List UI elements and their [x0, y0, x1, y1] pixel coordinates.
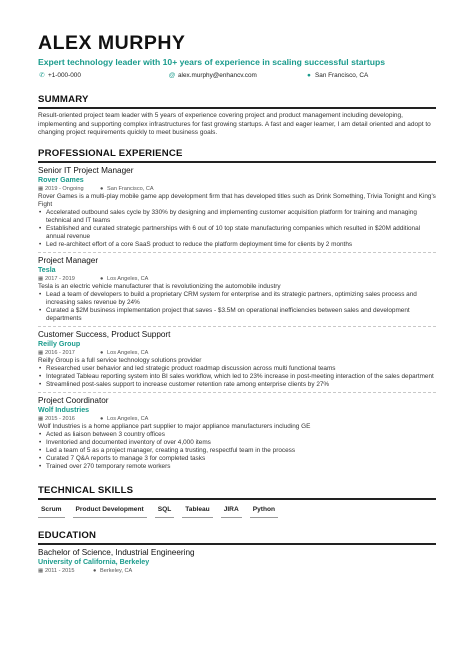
job-divider: [38, 252, 436, 253]
company-name: Tesla: [38, 265, 56, 274]
location-pin-icon: ●: [100, 185, 104, 192]
calendar-icon: ▦: [38, 275, 44, 282]
at-sign-icon: @: [168, 72, 176, 79]
achievement-item: • Researched user behavior and led strategic product roadmap discussion across multi functional teams: [38, 365, 436, 373]
job-meta: [38, 349, 436, 357]
job-dates: 2015 - 2016: [45, 415, 75, 422]
job-entry: [38, 166, 436, 249]
achievement-list: [38, 431, 436, 471]
job-title: Project Manager: [38, 255, 99, 265]
achievement-item: • Curated a $2M business implementation project that saves - $3.5M on operational inefficiencies between sales and development departments: [38, 307, 436, 323]
skills-list: [38, 503, 436, 518]
skill-tag: Tableau: [182, 503, 212, 518]
achievement-list: [38, 365, 436, 389]
section-rule: [38, 498, 436, 500]
education-meta: [38, 567, 436, 575]
job-divider: [38, 392, 436, 393]
school-name: University of California, Berkeley: [38, 557, 150, 566]
job-title: Customer Success, Product Support: [38, 329, 171, 339]
education-section: [38, 530, 436, 575]
contact-email[interactable]: [168, 71, 305, 80]
job-entry: [38, 396, 436, 471]
company-description: Tesla is an electric vehicle manufacturer that is revolutionizing the automobile industry: [38, 282, 281, 290]
summary-text: Result-oriented project team leader with 5 years of experience covering project and product management including developing, implementing and supporting complex infrastructures for fast growing startups. A fast and eager learner, I am detail oriented and adopt to changing project requirements quickly to meet business goals.: [38, 112, 431, 137]
company-name: Reilly Group: [38, 339, 81, 348]
achievement-item: • Inventoried and documented inventory of over 4,000 items: [38, 439, 436, 447]
company-name: Rover Games: [38, 175, 84, 184]
location-pin-icon: ●: [307, 72, 311, 79]
achievement-item: • Curated 7 Q&A reports to manage 3 for completed tasks: [38, 455, 436, 463]
skill-tag: Python: [250, 503, 278, 518]
job-location: Los Angeles, CA: [107, 275, 149, 282]
company-description: Rover Games is a multi-play mobile game app development firm that has developed titles such as Drink Something, Trivia Tonight and King's Fight: [38, 192, 436, 208]
tagline: Expert technology leader with 10+ years of experience in scaling successful startups: [38, 57, 385, 67]
job-entry: [38, 330, 436, 389]
summary-section: [38, 94, 436, 138]
achievement-list: [38, 291, 436, 323]
phone-icon: ✆: [39, 72, 45, 79]
job-dates: 2019 - Ongoing: [45, 185, 84, 192]
contact-location: [305, 71, 368, 80]
contact-info: [38, 71, 436, 80]
achievement-item: • Accelerated outbound sales cycle by 330% by designing and implementing customer acquisition platform for training and managing technical and IT teams: [38, 209, 436, 225]
location-pin-icon: ●: [100, 349, 104, 356]
candidate-name: ALEX MURPHY: [38, 32, 186, 54]
company-description: Wolf Industries is a home appliance part supplier to major appliance manufacturers including GE: [38, 422, 311, 430]
section-rule: [38, 107, 436, 109]
section-title-experience: PROFESSIONAL EXPERIENCE: [38, 147, 183, 159]
skills-section: [38, 485, 436, 518]
achievement-item: • Led re-architect effort of a core SaaS product to reduce the platform deployment time for clients by 2 months: [38, 241, 436, 249]
calendar-icon: ▦: [38, 567, 44, 574]
skill-tag: SQL: [155, 503, 175, 518]
job-entry: [38, 256, 436, 323]
calendar-icon: ▦: [38, 415, 44, 422]
skill-tag: JIRA: [221, 503, 242, 518]
calendar-icon: ▦: [38, 185, 44, 192]
job-meta: [38, 275, 436, 283]
location-pin-icon: ●: [100, 275, 104, 282]
section-title-skills: TECHNICAL SKILLS: [38, 484, 134, 496]
phone-text: +1-000-000: [48, 72, 81, 79]
company-name: Wolf Industries: [38, 405, 90, 414]
degree-title: Bachelor of Science, Industrial Engineering: [38, 547, 195, 557]
job-dates: 2017 - 2019: [45, 275, 75, 282]
job-divider: [38, 326, 436, 327]
skill-tag: Product Development: [73, 503, 147, 518]
job-location: Los Angeles, CA: [107, 415, 149, 422]
location-pin-icon: ●: [100, 415, 104, 422]
job-meta: [38, 415, 436, 423]
education-dates: 2011 - 2015: [45, 567, 75, 574]
section-rule: [38, 161, 436, 163]
job-title: Project Coordinator: [38, 395, 109, 405]
achievement-item: • Trained over 270 temporary remote workers: [38, 463, 436, 471]
calendar-icon: ▦: [38, 349, 44, 356]
section-title-education: EDUCATION: [38, 529, 97, 541]
achievement-list: [38, 209, 436, 249]
job-meta: [38, 185, 436, 193]
achievement-item: • Established and curated strategic partnerships with 6 out of 10 top state manufacturing companies which resulted in $20M additional annual revenue: [38, 225, 436, 241]
location-pin-icon: ●: [93, 567, 97, 574]
achievement-item: • Lead a team of developers to build a proprietary CRM system for enterprise and its strategic partners, optimizing sales process and increasing sales revenue by 24%: [38, 291, 436, 307]
achievement-item: • Integrated Tableau reporting system into BI sales workflow, which led to 23% increase in post-meeting interaction of the sales department: [38, 373, 436, 381]
section-rule: [38, 543, 436, 545]
contact-phone: [38, 71, 168, 80]
achievement-item: • Streamlined post-sales support to increase customer retention rate among enterprise clients by 27%: [38, 381, 436, 389]
job-location: Los Angeles, CA: [107, 349, 149, 356]
job-title: Senior IT Project Manager: [38, 165, 134, 175]
skill-tag: Scrum: [38, 503, 65, 518]
experience-section: [38, 148, 436, 471]
company-description: Reilly Group is a full service technology solutions provider: [38, 356, 202, 364]
resume-header: [38, 33, 436, 80]
education-location: Berkeley, CA: [100, 567, 133, 574]
location-text: San Francisco, CA: [315, 72, 369, 79]
achievement-item: • Acted as liaison between 3 country offices: [38, 431, 436, 439]
achievement-item: • Led a team of 5 as a project manager, creating a trusting, respectful team in the process: [38, 447, 436, 455]
section-title-summary: SUMMARY: [38, 94, 89, 105]
job-dates: 2016 - 2017: [45, 349, 75, 356]
email-text: alex.murphy@enhancv.com: [178, 72, 257, 79]
job-location: San Francisco, CA: [107, 185, 154, 192]
